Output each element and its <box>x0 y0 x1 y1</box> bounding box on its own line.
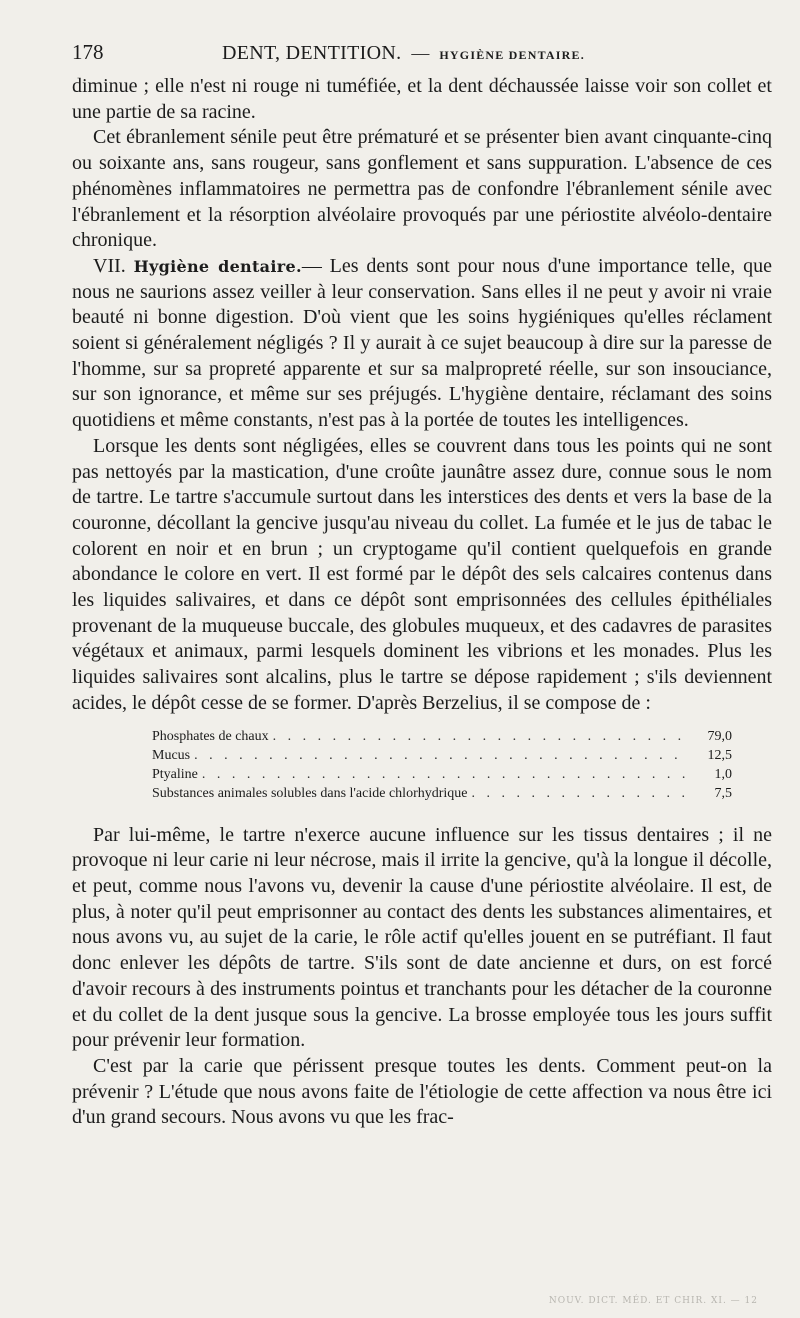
composition-label: Ptyaline <box>152 766 198 782</box>
paragraph-1: diminue ; elle n'est ni rouge ni tuméfiée, et la dent déchaussée laisse voir son collet et une partie de sa racine. <box>72 75 772 123</box>
footer-signature: NOUV. DICT. MÉD. ET CHIR. XI. — 12 <box>548 1296 758 1306</box>
composition-value: 79,0 <box>707 728 732 744</box>
leader-dots <box>202 765 688 784</box>
running-dash: — <box>411 43 430 63</box>
composition-row <box>152 746 732 765</box>
composition-value: 1,0 <box>714 766 732 782</box>
leader-dots <box>472 784 689 803</box>
body-text <box>72 74 772 1131</box>
composition-row <box>152 727 732 746</box>
paragraph-3-body: — Les dents sont pour nous d'une importance telle, que nous ne saurions assez veiller à leur conservation. Sans elles il ne peut y avoir ni vraie beauté ni bonne digestion. D'où vient que les soins hygiéniques qu'elles réclament soient si généralement négligés ? Il y aurait à ce sujet beaucoup à dire sur la paresse de l'homme, sur sa propreté apparente et sur sa malpropreté réelle, sur son insouciance, sur son ignorance, et même sur ses préjugés. L'hygiène dentaire, réclamant des soins quotidiens et même constants, n'est pas à la portée de toutes les intelligences. <box>72 254 772 432</box>
running-subtitle: HYGIÈNE DENTAIRE. <box>439 48 585 62</box>
running-title: DENT, DENTITION. <box>222 42 402 64</box>
composition-label: Mucus <box>152 747 191 763</box>
page-header <box>72 40 772 74</box>
composition-table <box>152 727 732 803</box>
composition-row <box>152 784 732 803</box>
paragraph-2: Cet ébranlement sénile peut être prématuré et se présenter bien avant cinquante-cinq ou soixante ans, sans rougeur, sans gonflement et sans suppuration. L'absence de ces phénomènes inflammatoires ne permettra pas de confondre l'ébranlement sénile avec l'ébranlement et la résorption alvéolaire provoqués par une périostite alvéolo-dentaire chronique. <box>72 126 772 252</box>
composition-row <box>152 765 732 784</box>
paragraph-6: C'est par la carie que périssent presque toutes les dents. Comment peut-on la prévenir ? L'étude que nous avons faite de l'étiologie de cette affection va nous être ici d'un grand secours. Nous avons vu que les frac- <box>72 1054 772 1129</box>
composition-value: 12,5 <box>707 747 732 763</box>
composition-value: 7,5 <box>714 785 732 801</box>
paragraph-4: Lorsque les dents sont négligées, elles se couvrent dans tous les points qui ne sont pas nettoyés par la mastication, d'une croûte jaunâtre assez dure, connue sous le nom de tartre. Le tartre s'accumule surtout dans les interstices des dents et vers la base de la couronne, décollant la gencive jusqu'au niveau du collet. La fumée et le jus de tabac le colorent en noir et en brun ; un cryptogame qu'il contient quelquefois en grande abondance le colore en vert. Il est formé par le dépôt des sels calcaires contenus dans les liquides salivaires, et dans ce dépôt sont emprisonnées des cellules épithéliales provenant de la muqueuse buccale, des globules muqueux, et des cadavres de parasites végétaux et animaux, parmi lesquels dominent les vibrions et les monades. Plus les liquides salivaires sont alcalins, plus le tartre se dépose rapidement ; s'ils deviennent acides, le dépôt cesse de se former. D'après Berzelius, il se compose de : <box>72 434 772 714</box>
page-number: 178 <box>72 40 104 64</box>
paragraph-5: Par lui-même, le tartre n'exerce aucune influence sur les tissus dentaires ; il ne provoque ni leur carie ni leur nécrose, mais il irrite la gencive, qu'à la longue il décolle, et peut, comme nous l'avons vu, devenir la cause d'une périostite alvéolaire. Il est, de plus, à noter qu'il peut emprisonner au contact des dents les substances alimentaires, et nous avons vu, au sujet de la carie, le rôle actif qu'elles jouent en se putréfiant. Il faut donc enlever les dépôts de tartre. S'ils sont de date ancienne et durs, on est forcé d'avoir recours à des instruments pointus et tranchants pour les détacher de la couronne et du collet de la dent jusque sous la gencive. La brosse employée tous les jours suffit pour prévenir leur formation. <box>72 823 772 1052</box>
composition-label: Substances animales solubles dans l'acide chlorhydrique <box>152 785 468 801</box>
composition-label: Phosphates de chaux <box>152 728 269 744</box>
leader-dots <box>194 746 688 765</box>
section-title: Hygiène dentaire. <box>133 256 302 276</box>
paragraph-3 <box>72 254 772 434</box>
leader-dots <box>273 727 688 746</box>
section-number: VII. <box>93 254 134 277</box>
